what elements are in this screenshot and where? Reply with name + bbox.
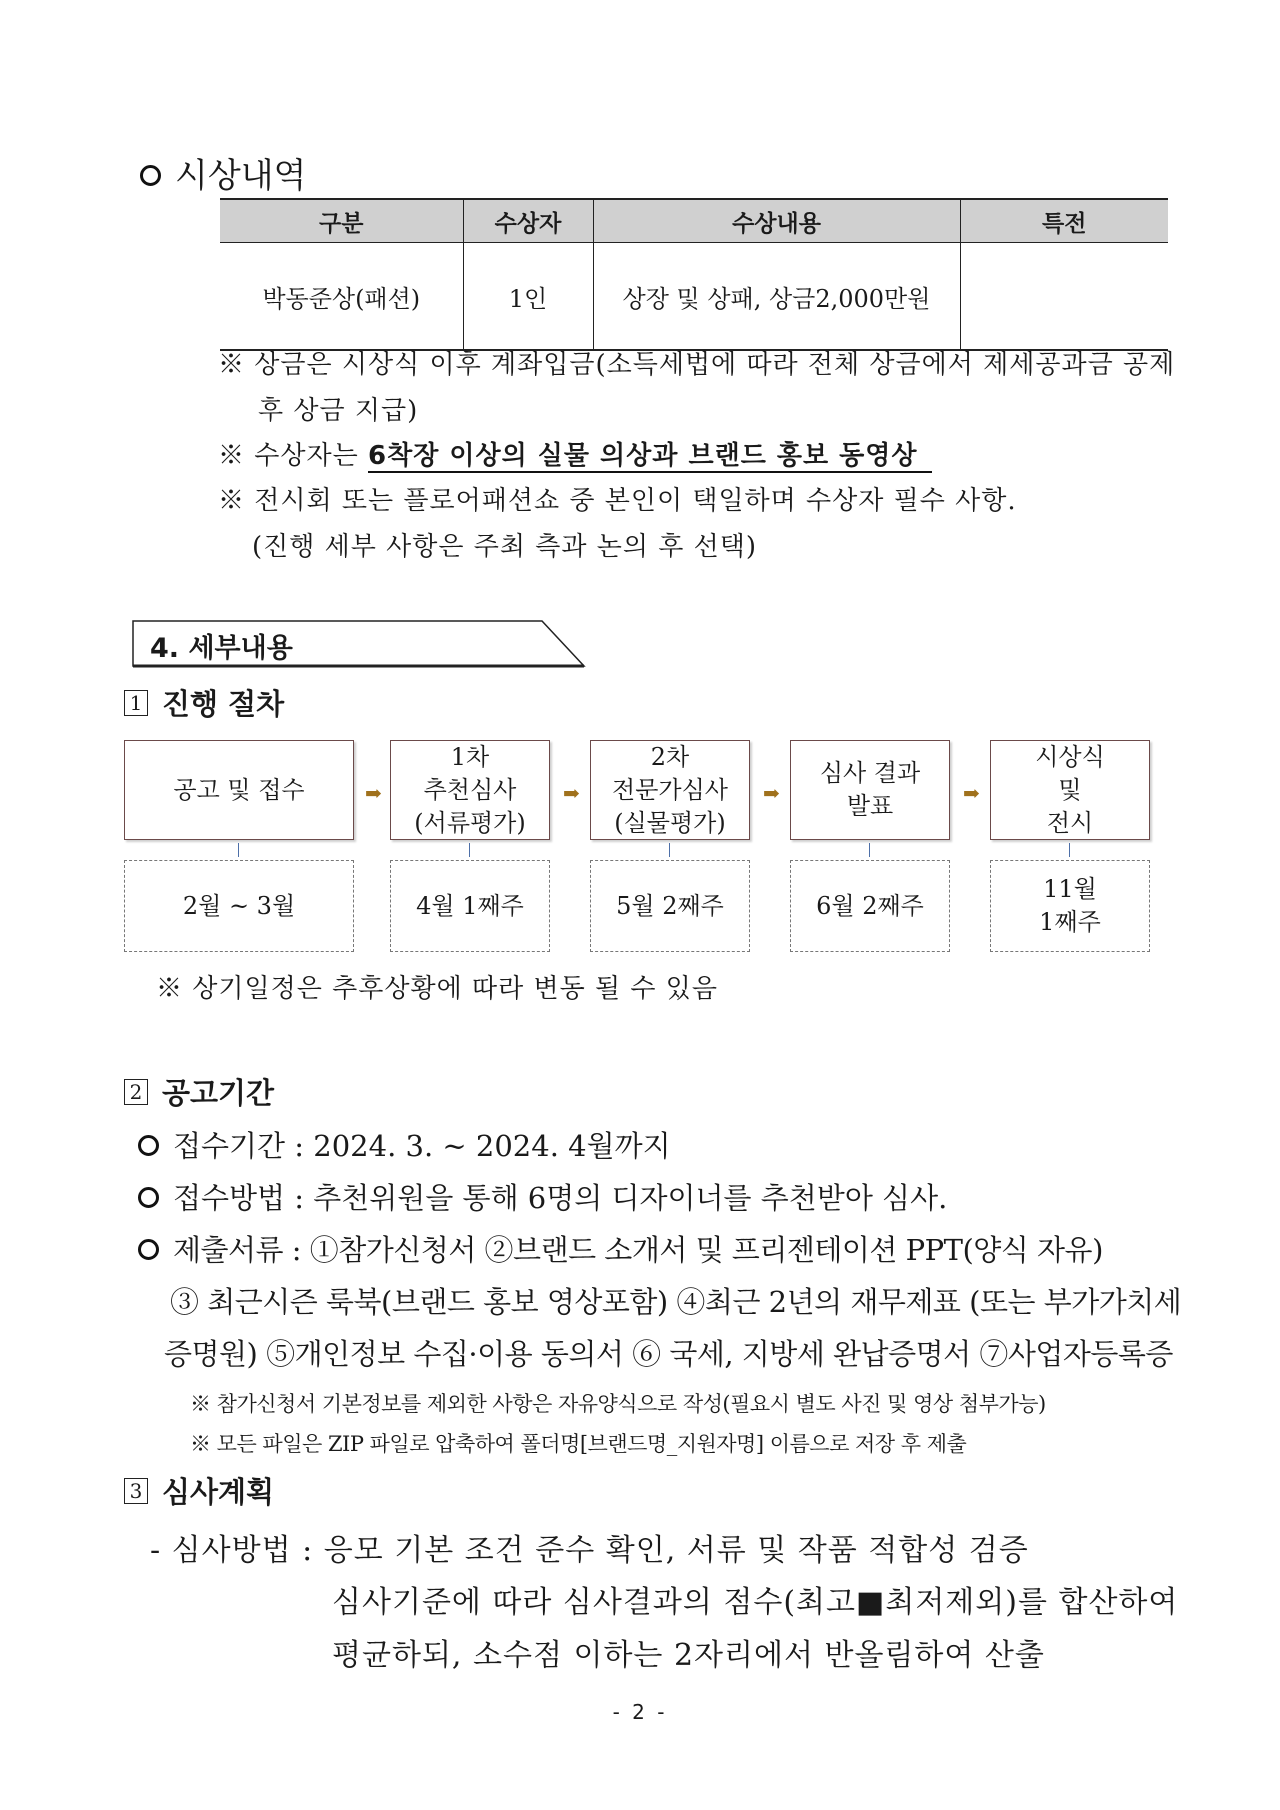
date-label: 5월 2째주 [616, 891, 724, 920]
procedure-title: 진행 절차 [162, 687, 285, 721]
period-line [138, 1176, 947, 1217]
awards-note-1: ※ 상금은 시상식 이후 계좌입금(소득세법에 따라 전체 상금에서 제세공과금 공제 [218, 350, 1176, 380]
period-line-text: 접수방법 : 추천위원을 통해 6명의 디자이너를 추천받아 심사. [173, 1181, 948, 1215]
connector-line [669, 843, 670, 857]
arrow-right-icon: ➡ [963, 781, 980, 805]
step-label: 2차 전문가심사 (실물평가) [612, 742, 728, 837]
connector-line [238, 843, 239, 857]
awards-heading-text: 시상내역 [175, 156, 307, 196]
numbered-box-icon: 2 [124, 1079, 148, 1105]
awards-note-2-emphasis: 6착장 이상의 실물 의상과 브랜드 홍보 동영상 [368, 441, 932, 473]
period-line-text: 제출서류 : ①참가신청서 ②브랜드 소개서 및 프리젠테이션 PPT(양식 자유) [173, 1233, 1103, 1267]
process-step [790, 740, 950, 840]
date-label: 11월 1째주 [1039, 875, 1101, 936]
period-small-note: ※ 모든 파일은 ZIP 파일로 압축하여 폴더명[브랜드명_지원자명] 이름으로 저장 후 제출 [190, 1432, 967, 1456]
process-step [390, 740, 550, 840]
col-header: 특전 [960, 199, 1168, 243]
step-label: 심사 결과 발표 [819, 759, 921, 820]
review-line: 평균하되, 소수점 이하는 2자리에서 반올림하여 산출 [332, 1638, 1045, 1673]
page-number: - 2 - [612, 1700, 668, 1724]
section-header-tab [132, 620, 582, 666]
period-line-cont: 증명원) ⑤개인정보 수집·이용 동의서 ⑥ 국세, 지방세 완납증명서 ⑦사업자등록증 [164, 1337, 1173, 1371]
connector-line [869, 843, 870, 857]
connector-line [1069, 843, 1070, 857]
period-title: 공고기간 [162, 1076, 275, 1110]
process-step [124, 740, 354, 840]
col-header: 수상자 [463, 199, 593, 243]
col-header: 구분 [220, 199, 463, 243]
date-label: 4월 1째주 [416, 891, 524, 920]
procedure-heading [124, 682, 284, 723]
awards-note-1-cont: 후 상금 지급) [258, 396, 419, 426]
period-line-cont: ③ 최근시즌 룩북(브랜드 홍보 영상포함) ④최근 2년의 재무제표 (또는 부가가치세 [170, 1285, 1182, 1319]
awards-heading [140, 148, 306, 197]
period-heading [124, 1071, 274, 1112]
schedule-date [790, 860, 950, 952]
period-line [138, 1124, 671, 1165]
schedule-date [990, 860, 1150, 952]
review-title: 심사계획 [162, 1475, 275, 1509]
numbered-box-icon: 1 [124, 690, 148, 716]
procedure-note: ※ 상기일정은 추후상황에 따라 변동 될 수 있음 [156, 974, 718, 1004]
circle-bullet-icon [138, 1239, 159, 1260]
date-label: 6월 2째주 [816, 891, 924, 920]
process-step [990, 740, 1150, 840]
period-small-note: ※ 참가신청서 기본정보를 제외한 사항은 자유양식으로 작성(필요시 별도 사진 및 영상 첨부가능) [190, 1392, 1046, 1416]
step-label: 공고 및 접수 [173, 775, 305, 804]
review-heading [124, 1470, 274, 1511]
period-line [138, 1228, 1103, 1269]
table-cell: 1인 [463, 243, 593, 351]
awards-note-2-text: ※ 수상자는 [218, 441, 359, 471]
table-cell: 상장 및 상패, 상금2,000만원 [593, 243, 960, 351]
period-line-text: 접수기간 : 2024. 3. ~ 2024. 4월까지 [173, 1129, 671, 1163]
awards-note-3-cont: (진행 세부 사항은 주최 측과 논의 후 선택) [252, 532, 757, 562]
table-cell: 박동준상(패션) [220, 243, 463, 351]
col-header: 수상내용 [593, 199, 960, 243]
circle-bullet-icon [140, 165, 161, 186]
section-title: 4. 세부내용 [150, 633, 293, 664]
arrow-right-icon: ➡ [763, 781, 780, 805]
connector-line [469, 843, 470, 857]
awards-table [220, 198, 1168, 351]
arrow-right-icon: ➡ [365, 781, 382, 805]
circle-bullet-icon [138, 1187, 159, 1208]
step-label: 1차 추천심사 (서류평가) [414, 742, 526, 837]
table-row [220, 243, 1168, 351]
date-label: 2월 ~ 3월 [182, 891, 296, 920]
numbered-box-icon: 3 [124, 1478, 148, 1504]
awards-note-3: ※ 전시회 또는 플로어패션쇼 중 본인이 택일하며 수상자 필수 사항. [218, 486, 1017, 516]
awards-table-header [220, 199, 1168, 243]
arrow-right-icon: ➡ [563, 781, 580, 805]
step-label: 시상식 및 전시 [1035, 742, 1105, 837]
circle-bullet-icon [138, 1135, 159, 1156]
process-step [590, 740, 750, 840]
schedule-date [124, 860, 354, 952]
review-line: 심사기준에 따라 심사결과의 점수(최고■최저제외)를 합산하여 [332, 1585, 1179, 1620]
schedule-date [390, 860, 550, 952]
schedule-date [590, 860, 750, 952]
table-cell [960, 243, 1168, 351]
review-line: - 심사방법 : 응모 기본 조건 준수 확인, 서류 및 작품 적합성 검증 [150, 1533, 1029, 1568]
awards-note-2 [218, 435, 932, 472]
